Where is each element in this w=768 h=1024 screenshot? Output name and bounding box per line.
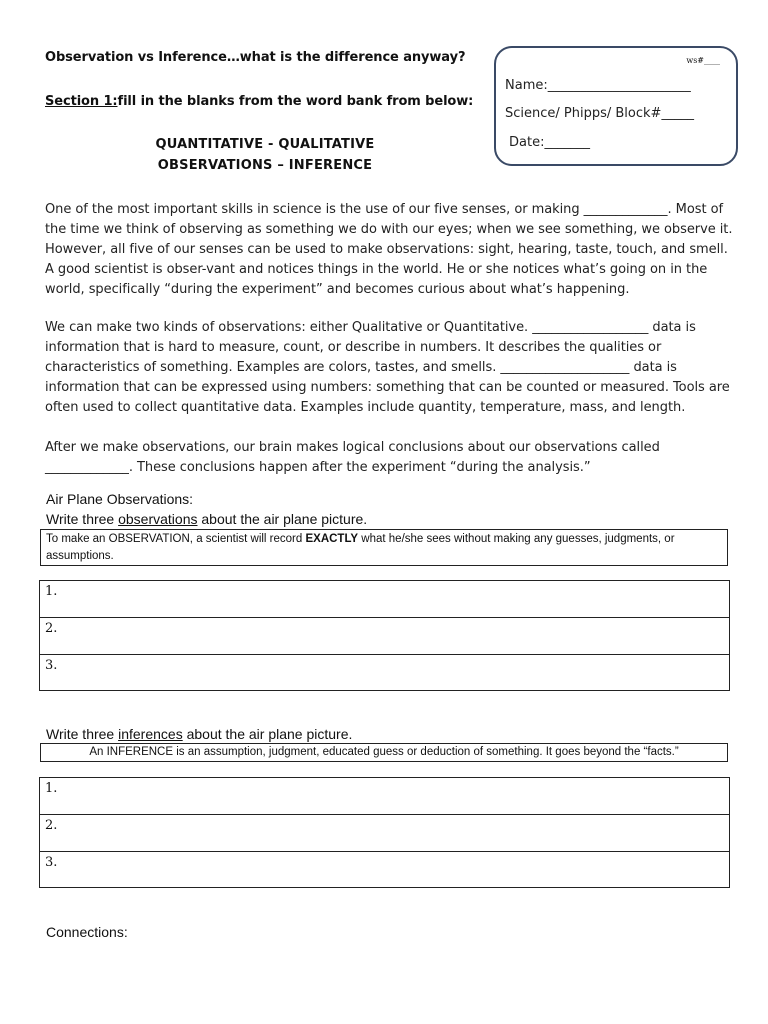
paragraph-observation-kinds: We can make two kinds of observations: either Qualitative or Quantitative. __________________ data is information that is hard to measure, count, or describe in numbers. It describes the qualities or characteristics of something. Examples are colors, tastes, and smells. ____________________ data is information that can be expressed using numbers: something that can be counted or measured. Tools are often used to collect quantitative data. Examples include quantity, temperature, mass, and length. <box>45 320 730 415</box>
inferences-prompt <box>46 726 352 742</box>
observation-def-pre: To make an OBSERVATION, a scientist will record <box>46 533 306 545</box>
observation-row-1[interactable]: 1. <box>40 581 729 618</box>
worksheet-number: ws#____ <box>686 56 720 65</box>
paragraph-inference-intro: After we make observations, our brain makes logical conclusions about our observations called _____________. These conclusions happen after the experiment “during the analysis.” <box>45 440 660 475</box>
observations-answer-table <box>39 580 730 691</box>
section-label: Section 1: <box>45 94 118 109</box>
paragraph-observation-intro: One of the most important skills in science is the use of our five senses, or making _____________. Most of the time we think of observing as something we do with our eyes; when we see something, we observe it. However, all five of our senses can be used to make observations: sight, hearing, taste, touch, and smell. A good scientist is obser-vant and notices things in the world. He or she notices what’s going on in the world, specifically “during the experiment” and becomes curious about what’s happening. <box>45 202 733 297</box>
inference-definition-box: An INFERENCE is an assumption, judgment, educated guess or deduction of something. It goes beyond the “facts.” <box>40 743 728 762</box>
observation-row-2[interactable]: 2. <box>40 618 729 655</box>
observations-prompt-word: observations <box>118 511 198 527</box>
block-field[interactable]: Science/ Phipps/ Block#_____ <box>505 106 694 121</box>
word-bank-line-1: QUANTITATIVE - QUALITATIVE <box>155 137 375 152</box>
observation-row-3[interactable]: 3. <box>45 658 58 673</box>
student-info-box <box>494 46 738 166</box>
observation-def-post: what he/she sees without making any guesses, judgments, or assumptions. <box>46 533 675 562</box>
observations-prompt <box>46 511 367 527</box>
inferences-prompt-pre: Write three <box>46 726 119 742</box>
airplane-observations-heading: Air Plane Observations: <box>46 491 194 507</box>
inferences-prompt-word: inferences <box>118 726 183 742</box>
section-instruction <box>45 94 473 109</box>
section-text: fill in the blanks from the word bank from below: <box>117 94 474 109</box>
date-field[interactable]: Date:_______ <box>509 135 590 150</box>
name-field[interactable]: Name:______________________ <box>505 78 691 93</box>
observations-prompt-pre: Write three <box>46 511 119 527</box>
inference-row-1[interactable]: 1. <box>40 778 729 815</box>
inferences-answer-table <box>39 777 730 888</box>
observation-def-bold: EXACTLY <box>305 533 359 545</box>
observations-prompt-post: about the air plane picture. <box>197 511 368 527</box>
connections-heading: Connections: <box>46 924 128 940</box>
worksheet-title: Observation vs Inference…what is the difference anyway? <box>45 50 466 65</box>
inferences-prompt-post: about the air plane picture. <box>182 726 353 742</box>
observation-definition-box <box>40 529 728 566</box>
word-bank-line-2: OBSERVATIONS – INFERENCE <box>157 158 373 173</box>
inference-row-2[interactable]: 2. <box>40 815 729 852</box>
inference-row-3[interactable]: 3. <box>45 855 58 870</box>
